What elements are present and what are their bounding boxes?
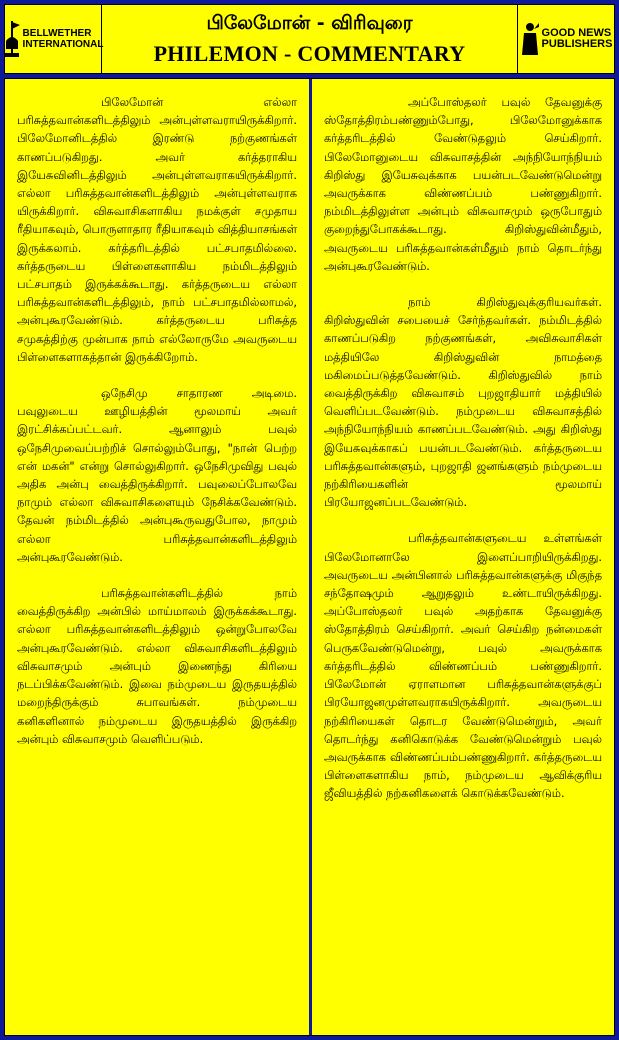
right-column (312, 79, 614, 1035)
paragraph: பரிசுத்தவான்களிடத்தில் நாம் வைத்திருக்கிற அன்பில் மாய்மாலம் இருக்கக்கூடாது. எல்லா பரிசுத்தவான்களிடத்திலும் ஒன்றுபோலவே அன்புகூரவேண்டும். எல்லா விசுவாசிகளிடத்திலும் விசுவாசமும் அன்பும் இணைந்து கிரியை நடப்பிக்கவேண்டும். இவை நம்முடைய இருதயத்தில் மறைந்திருக்கும் சுபாவங்கள். நம்முடைய கனிகளினால் நம்முடைய இருதயத்தில் இருக்கிற அன்பும் விசுவாசமும் வெளிப்படும். (17, 586, 297, 746)
header-banner (4, 4, 615, 74)
page-title-tamil: பிலேமோன் - விரிவுரை (206, 12, 413, 34)
title-area (101, 5, 518, 73)
paragraph: பரிசுத்தவான்களுடைய உள்ளங்கள் பிலேமோனாலே இளைப்பாறியிருக்கிறது. அவருடைய அன்பினால் பரிசுத்தவான்களுக்கு மிகுந்த சந்தோஷமும் ஆறுதலும் உண்டாயிருக்கிறது. அப்போஸ்தலர் பவுல் அதற்காக தேவனுக்கு ஸ்தோத்திரம் செய்கிறார். அவர் செய்கிற நன்மைகள் பெருகவேண்டுமென்று, பவுல் அவருக்காக கர்த்தரிடத்தில் விண்ணப்பம் பண்ணுகிறார். பிலேமோன் ஏராளமான பரிசுத்தவான்களுக்குப் பிரயோஜனமுள்ளவராகயிருக்கிறார். அவருடைய நற்கிரியைகள் தொடர வேண்டுமென்றும், அவர் தொடர்ந்து கனிகொடுக்க வேண்டுமென்றும் பவுல் அவருக்காக விண்ணப்பம்பண்ணுகிறார். கர்த்தருடைய பிள்ளைகளாகிய நாம், நம்முடைய ஆவிக்குரிய ஜீவியத்தில் நற்கனிகளைக் கொடுக்கவேண்டும். (324, 531, 602, 801)
paragraph: பிலேமோன் எல்லா பரிசுத்தவான்களிடத்திலும் அன்புள்ளவராயிருக்கிறார். பிலேமோனிடத்தில் இரண்டு நற்குணங்கள் காணப்படுகிறது. அவர் கர்த்தராகிய இயேசுவினிடத்திலும் அன்புள்ளவராகயிருக்கிறார். எல்லா பரிசுத்தவான்களிடத்திலும் அன்புள்ளவராக யிருக்கிறார். விசுவாசிகளாகிய நமக்குள் சமுதாய ரீதியாகவும், பொருளாதார ரீதியாகவும் வித்தியாசங்கள் இருக்கலாம். கர்த்தரிடத்தில் பட்சபாதமில்லை. கர்த்தருடைய பிள்ளைகளாகிய நம்மிடத்திலும் பட்சபாதம் இருக்கக்கூடாது. கர்த்தருடைய எல்லா பரிசுத்தவான்களிடத்திலும், நாம் பட்சபாதமில்லாமல், அன்புகூரவேண்டும். கர்த்தருடைய பரிசுத்த சமுகத்திற்கு முன்பாக நாம் எல்லோருமே அவருடைய பிள்ளைகளாகத்தான் இருக்கிறோம். (17, 95, 297, 364)
left-column (5, 79, 312, 1035)
logo-right-line1: GOOD NEWS (541, 27, 612, 39)
paragraph: நாம் கிறிஸ்துவுக்குரியவர்கள். கிறிஸ்துவின் சபையைச் சேர்ந்தவர்கள். நம்மிடத்தில் காணப்படுகிற நற்குணங்கள், அவிசுவாசிகள் மத்தியிலே கிறிஸ்துவின் நாமத்தை மகிமைப்படுத்தவேண்டும். கிறிஸ்துவில் நாம் வைத்திருக்கிற விசுவாசம் புறஜாதியார் மத்தியில் வெளிப்படவேண்டும். நம்முடைய விசுவாசத்தில் அந்நியோந்நியம் காணப்படவேண்டும். அது கிறிஸ்து இயேசுவுக்காகப் பயன்படவேண்டும். கர்த்தருடைய பரிசுத்தவான்களும், புறஜாதி ஜனங்களும் நம்முடைய நற்கிரியைகளின் மூலமாய் பிரயோஜனப்படவேண்டும். (324, 295, 602, 510)
logo-left-line2: INTERNATIONAL (22, 39, 104, 50)
logo-left-line1: BELLWETHER (22, 28, 92, 39)
logo-right-line2: PUBLISHERS (541, 38, 613, 50)
paragraph: ஒநேசிமு சாதாரண அடிமை. பவுலுடைய ஊழியத்தின் மூலமாய் அவர் இரட்சிக்கப்பட்டவர். ஆனாலும் பவுல் ஒநேசிமுவைப்பற்றிச் சொல்லும்போது, "நான் பெற்ற என் மகன்" என்று சொல்லுகிறார். ஒநேசிமுவிது பவுல் அதிக அன்பு வைத்திருக்கிறார். பவுலைப்போலவே நாமும் எல்லா விசுவாசிகளையும் நேசிக்கவேண்டும். தேவன் நம்மிடத்தில் அன்புகூருவதுபோல, நாமும் எல்லா பரிசுத்தவான்களிடத்திலும் அன்புகூரவேண்டும். (17, 386, 297, 564)
page-title-english: PHILEMON - COMMENTARY (153, 41, 466, 66)
bellwether-logo (5, 5, 102, 73)
paragraph: அப்போஸ்தலர் பவுல் தேவனுக்கு ஸ்தோத்திரம்பண்ணும்போது, பிலேமோனுக்காக கர்த்தரிடத்தில் வேண்டுதலும் செய்கிறார். பிலேமோனுடைய விசுவாசத்தின் அந்நியோந்நியம் கிறிஸ்து இயேசுவுக்காக பயன்படவேண்டுமென்று அவருக்காக விண்ணப்பம் பண்ணுகிறார். நம்மிடத்திலுள்ள அன்பும் விசுவாசமும் ஒருபோதும் குறைந்துபோகக்கூடாது. கிறிஸ்துவின்மீதும், அவருடைய பரிசுத்தவான்கள்மீதும் நாம் தொடர்ந்து அன்புகூரவேண்டும். (324, 95, 602, 273)
trumpet-angel-icon (520, 19, 540, 59)
good-news-logo (517, 5, 614, 73)
lamb-with-flag-icon (3, 19, 21, 59)
commentary-panel (4, 78, 615, 1036)
